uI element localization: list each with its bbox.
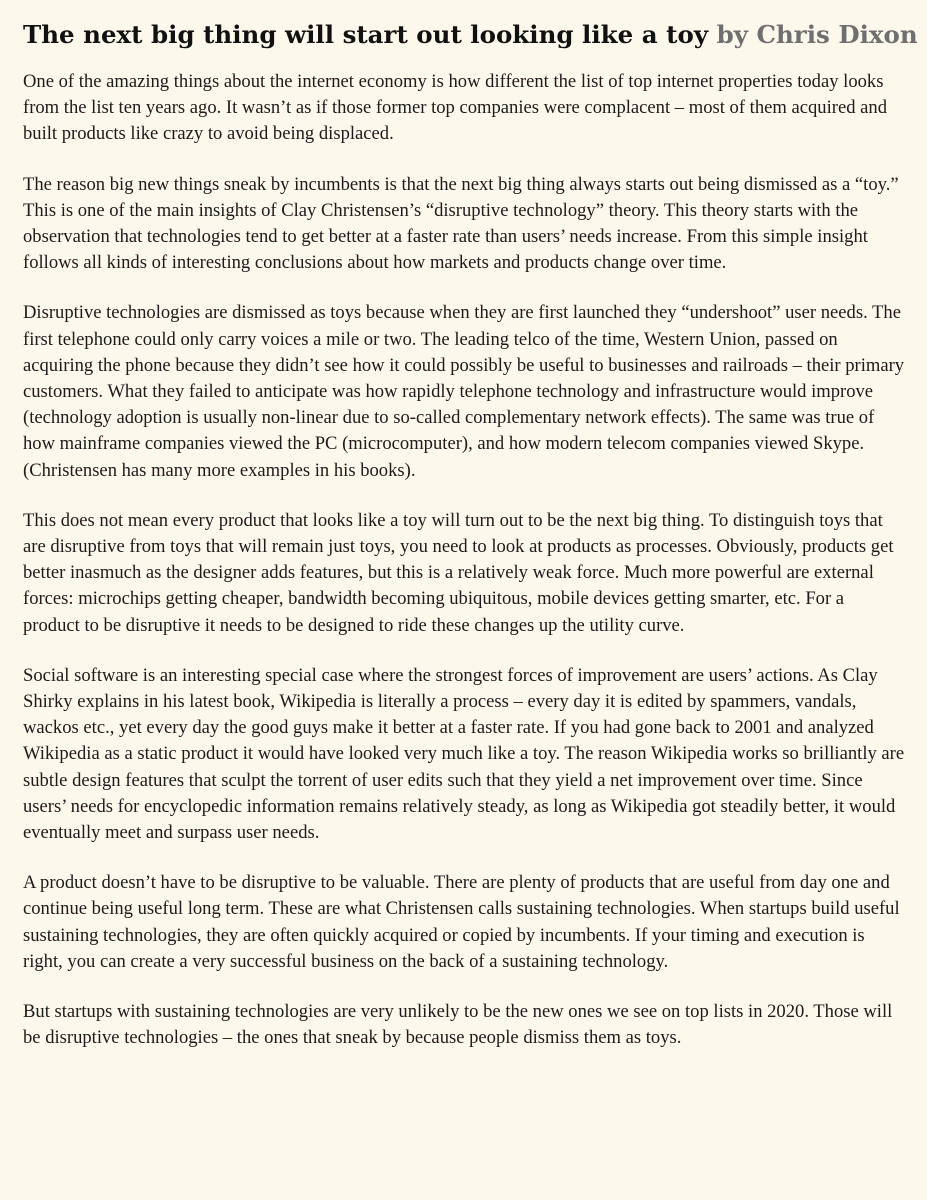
article-title [23, 18, 918, 52]
article-paragraph-2: The reason big new things sneak by incumbents is that the next big thing always starts out being dismissed as a “toy.” This is one of the main insights of Clay Christensen’s “disruptive technology” theory. This theory starts with the observation that technologies tend to get better at a faster rate than users’ needs increase. From this simple insight follows all kinds of interesting conclusions about how markets and products change over time. [23, 173, 899, 274]
article-paragraph-1: One of the amazing things about the internet economy is how different the list of top internet properties today looks from the list ten years ago. It wasn’t as if those former top companies were complacent – most of them acquired and built products like crazy to avoid being displaced. [23, 71, 888, 145]
article-body [23, 69, 905, 1052]
article-paragraph-3: Disruptive technologies are dismissed as toys because when they are first launched they “undershoot” user needs. The first telephone could only carry voices a mile or two. The leading telco of the time, Western Union, passed on acquiring the phone because they didn’t see how it could possibly be useful to businesses and railroads – their primary customers. What they failed to anticipate was how rapidly telephone technology and infrastructure would improve (technology adoption is usually non-linear due to so-called complementary network effects). The same was true of how mainframe companies viewed the PC (microcomputer), and how modern telecom companies viewed Skype. (Christensen has many more examples in his books). [23, 302, 905, 481]
article-paragraph-7: But startups with sustaining technologies are very unlikely to be the new ones we see on top lists in 2020. Those will be disruptive technologies – the ones that sneak by because people dismiss them as toys. [23, 1001, 893, 1049]
article-paragraph-5: Social software is an interesting special case where the strongest forces of improvement are users’ actions. As Clay Shirky explains in his latest book, Wikipedia is literally a process – every day it is edited by spammers, vandals, wackos etc., yet every day the good guys make it better at a faster rate. If you had gone back to 2001 and analyzed Wikipedia as a static product it would have looked very much like a toy. The reason Wikipedia works so brilliantly are subtle design features that sculpt the torrent of user edits such that they yield a net improvement over time. Since users’ needs for encyclopedic information remains relatively steady, as long as Wikipedia got steadily better, it would eventually meet and surpass user needs. [23, 664, 905, 844]
article-paragraph-4: This does not mean every product that looks like a toy will turn out to be the next big thing. To distinguish toys that are disruptive from toys that will remain just toys, you need to look at products as processes. Obviously, products get better inasmuch as the designer adds features, but this is a relatively weak force. Much more powerful are external forces: microchips getting cheaper, bandwidth becoming ubiquitous, mobile devices getting smarter, etc. For a product to be disruptive it needs to be designed to ride these changes up the utility curve. [23, 509, 894, 636]
article-paragraph-6: A product doesn’t have to be disruptive to be valuable. There are plenty of products that are useful from day one and continue being useful long term. These are what Christensen calls sustaining technologies. When startups build useful sustaining technologies, they are often quickly acquired or copied by incumbents. If your timing and execution is right, you can create a very successful business on the back of a sustaining technology. [23, 872, 900, 972]
article-byline: by Chris Dixon [716, 20, 918, 49]
article-title-text: The next big thing will start out looking like a toy [23, 20, 709, 49]
